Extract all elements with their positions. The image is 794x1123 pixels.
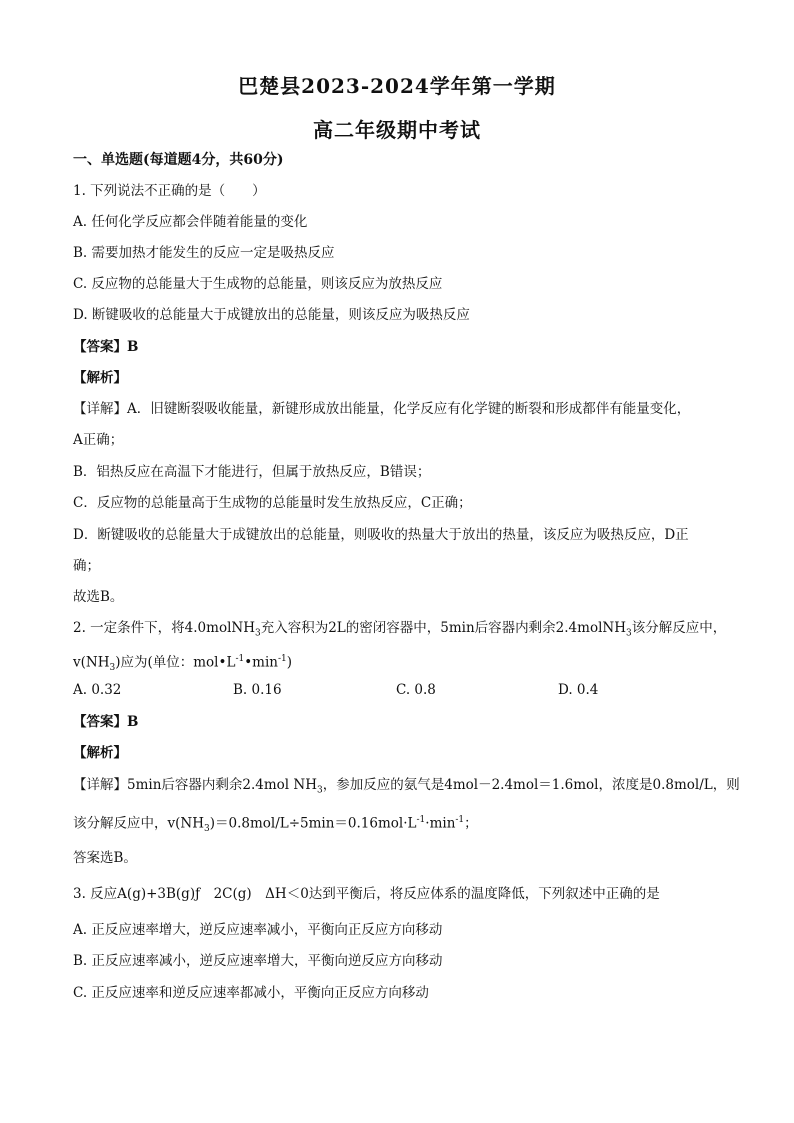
q2-option-d: D. 0.4 xyxy=(558,682,599,698)
q1-analysis-label: 【解析】 xyxy=(73,370,127,386)
q2-option-b: B. 0.16 xyxy=(233,682,282,698)
q3-option-c: C. 正反应速率和逆反应速率都减小，平衡向正反应方向移动 xyxy=(73,985,429,1001)
q2-detail-line1: 【详解】5min后容器内剩余2.4mol $NH_3$，参加反应的氨气是4mol－2.4mol＝1.6mol，浓度是0.8mol/L，则 xyxy=(73,777,740,796)
q1-detail-line: C．反应物的总能量高于生成物的总能量时发生放热反应，C正确； xyxy=(73,495,472,511)
q2-detail-line2: 该分解反应中，$v(NH_3)=0.8mol/L\div 5\min=0.16mol\cdot L^{-1}\cdot\min^{-1}$； xyxy=(73,815,478,835)
q1-stem: 1. 下列说法不正确的是（ ） xyxy=(73,183,266,199)
q3-option-a: A. 正反应速率增大，逆反应速率减小，平衡向正反应方向移动 xyxy=(73,922,443,938)
q2-option-c: C. 0.8 xyxy=(396,682,436,698)
q2-unit-line: $v(NH_3)$应为(单位：$mol•L^{-1}•\min^{-1}$) xyxy=(73,654,293,674)
q1-detail-line: 确； xyxy=(73,558,100,574)
q2-answer: 【答案】B xyxy=(73,714,139,730)
q1-option-b: B. 需要加热才能发生的反应一定是吸热反应 xyxy=(73,245,335,261)
q1-detail-line: 【详解】A．旧键断裂吸收能量，新键形成放出能量，化学反应有化学键的断裂和形成都伴有能量变化， xyxy=(73,401,691,417)
q1-detail-line: A正确； xyxy=(73,432,124,448)
exam-title-line2: 高二年级期中考试 xyxy=(313,118,481,142)
q1-conclusion: 故选B。 xyxy=(73,589,124,605)
q3-stem: 3. 反应A(g)+3B(g)ƒ 2C(g) ΔH＜0达到平衡后，将反应体系的温度降低，下列叙述中正确的是 xyxy=(73,886,660,902)
q1-detail-line: D．断键吸收的总能量大于成键放出的总能量，则吸收的热量大于放出的热量，该反应为吸热反应，D正 xyxy=(73,527,689,543)
q2-conclusion: 答案选B。 xyxy=(73,850,137,866)
q1-option-a: A. 任何化学反应都会伴随着能量的变化 xyxy=(73,214,308,230)
q1-option-c: C. 反应物的总能量大于生成物的总能量，则该反应为放热反应 xyxy=(73,276,443,292)
q1-detail-line: B．铝热反应在高温下才能进行，但属于放热反应，B错误； xyxy=(73,464,431,480)
q2-analysis-label: 【解析】 xyxy=(73,745,127,761)
exam-title-line1: 巴楚县2023-2024学年第一学期 xyxy=(238,74,556,98)
q1-option-d: D. 断键吸收的总能量大于成键放出的总能量，则该反应为吸热反应 xyxy=(73,307,470,323)
section-heading: 一、单选题(每道题4分，共60分) xyxy=(73,152,284,168)
q2-option-a: A. 0.32 xyxy=(73,682,122,698)
q2-stem: 2. 一定条件下，将4.0molNH$_3$充入容积为2L的密闭容器中，5min后容器内剩余2.4molNH$_3$该分解反应中， xyxy=(73,620,727,639)
q3-option-b: B. 正反应速率减小，逆反应速率增大，平衡向逆反应方向移动 xyxy=(73,953,443,969)
q1-answer: 【答案】B xyxy=(73,339,139,355)
